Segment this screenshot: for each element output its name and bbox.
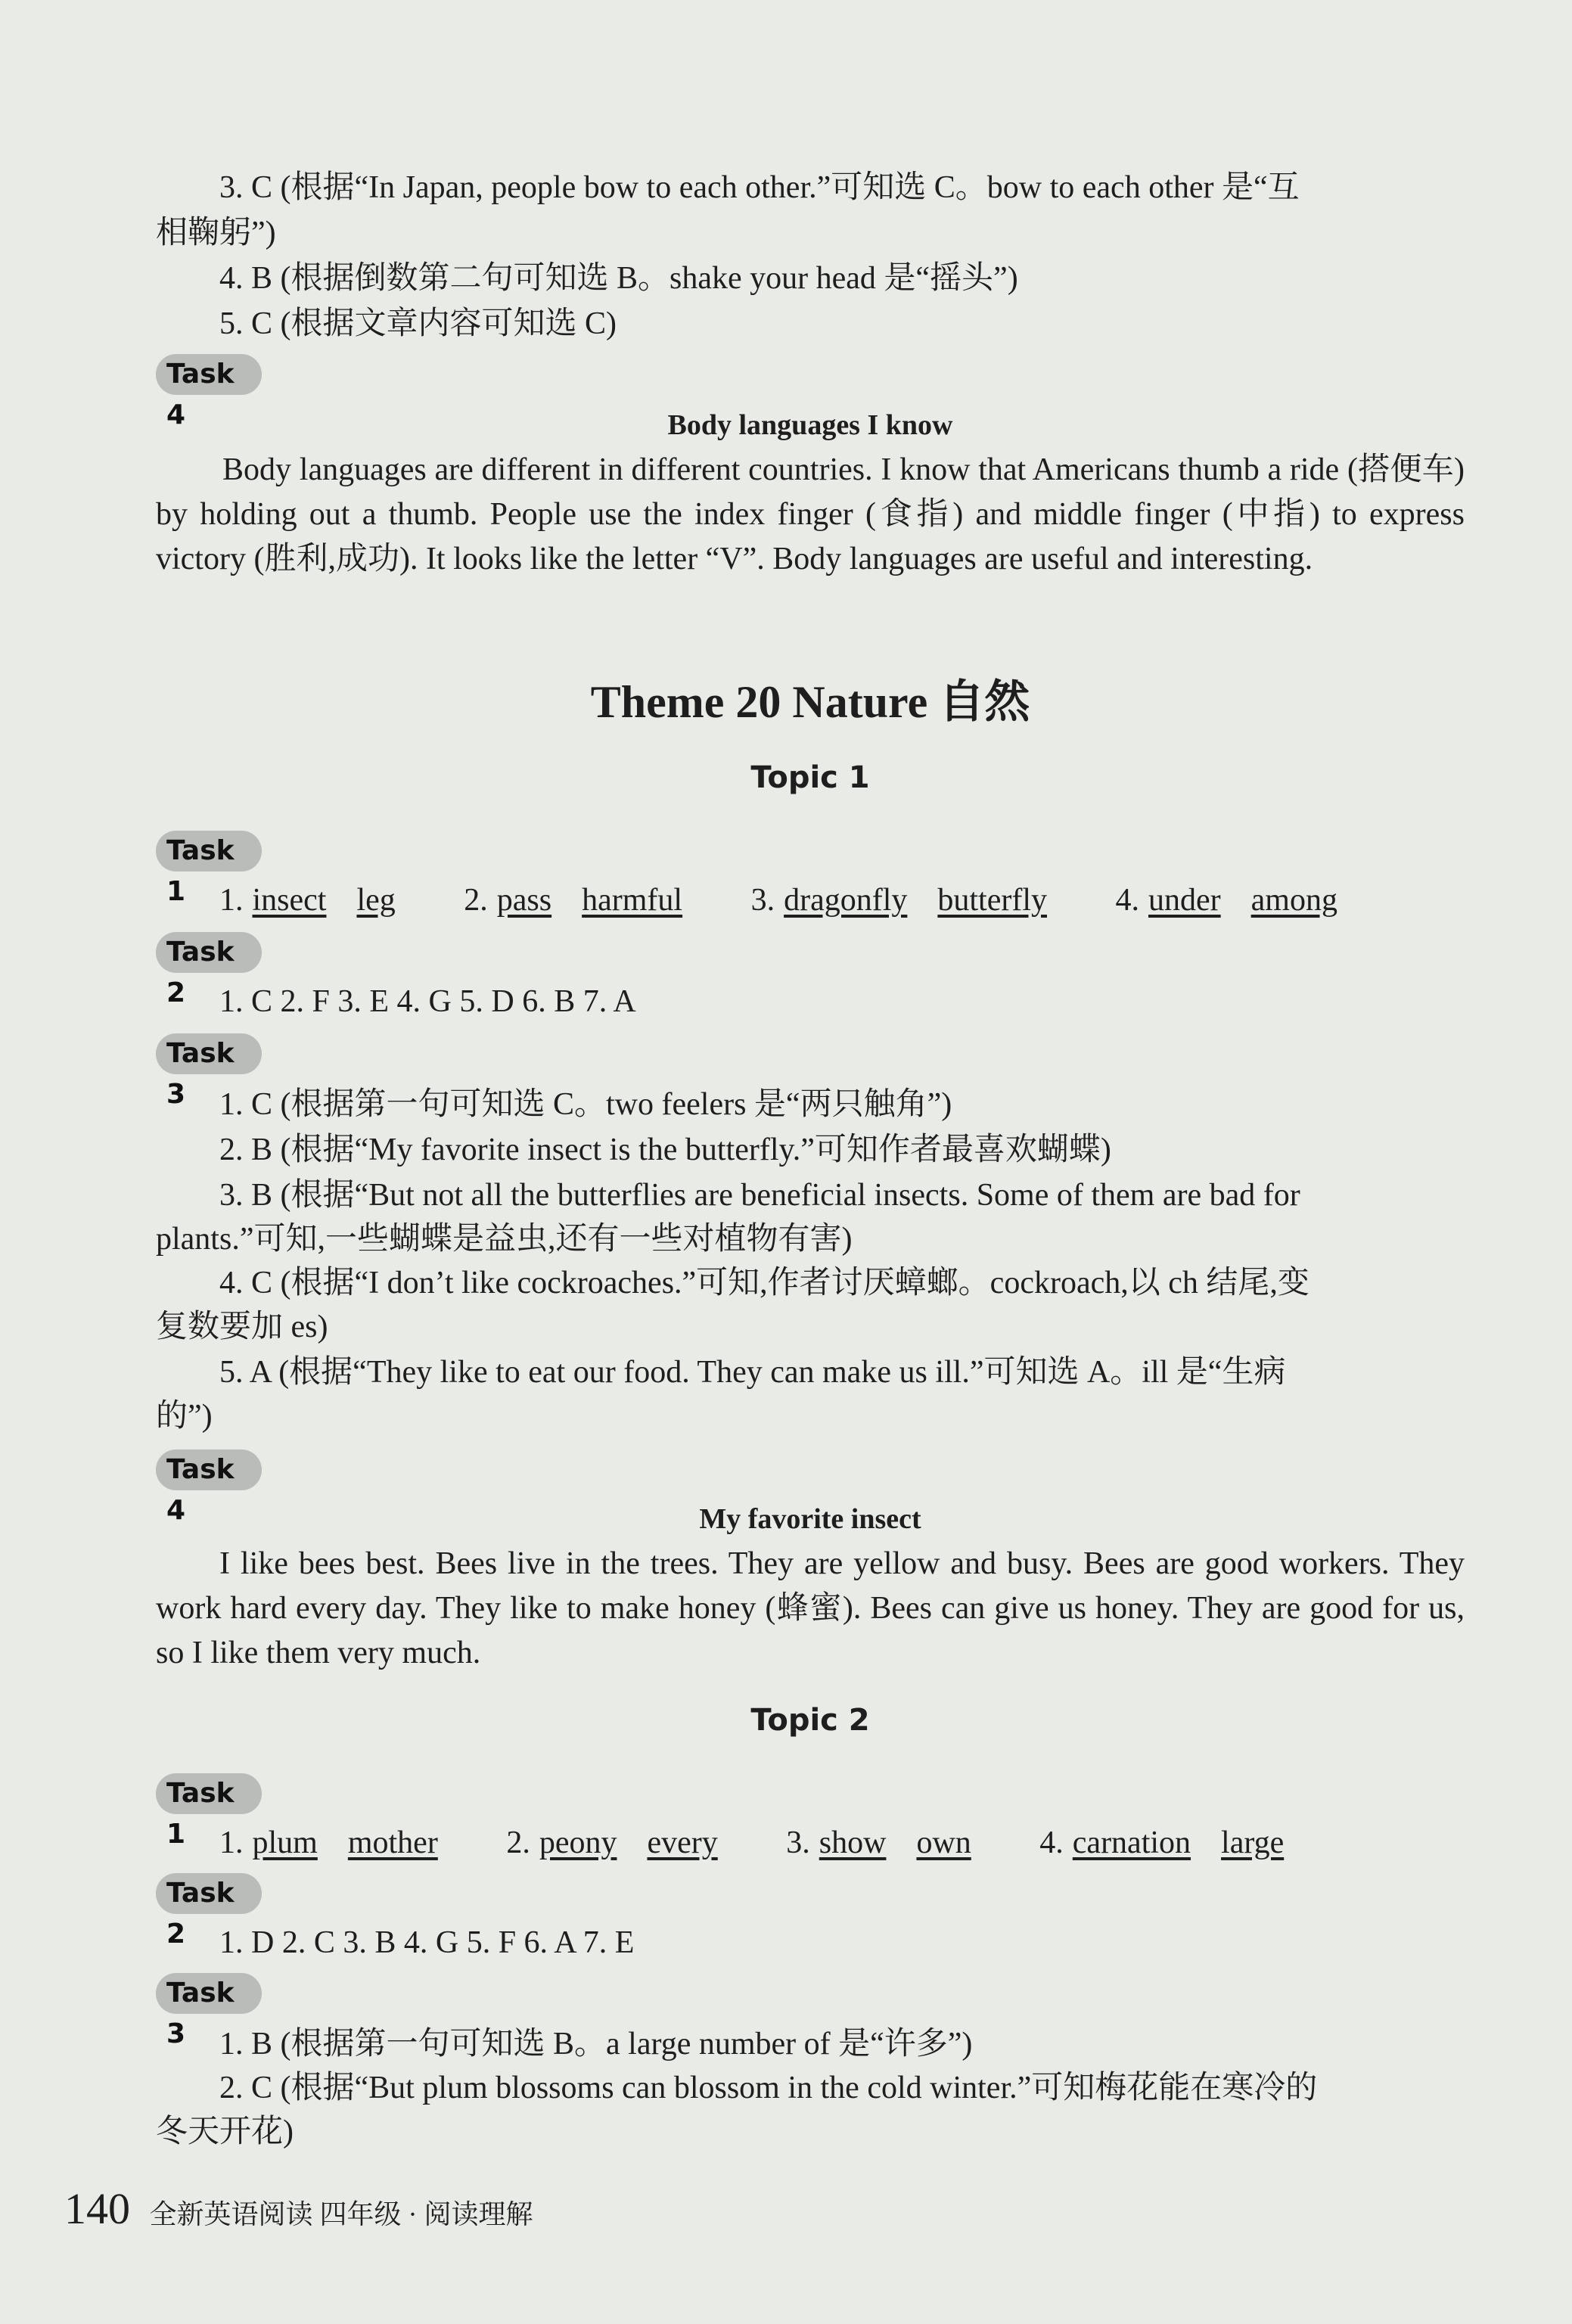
task-label: Task 4 (156, 354, 262, 395)
answer-number: 4. (1115, 883, 1139, 918)
answer-line: 冬天开花) (156, 2114, 294, 2149)
answer-number: 1. (219, 1825, 244, 1860)
choice-answers: 1. D 2. C 3. B 4. G 5. F 6. A 7. E (219, 1925, 635, 1960)
answer-word: show (819, 1825, 887, 1860)
answer-line: 4. C (根据“I don’t like cockroaches.”可知,作者讨厌蟑螂。cockroach,以 ch 结尾,变 (219, 1266, 1309, 1300)
answer-line: 3. C (根据“In Japan, people bow to each other.”可知选 C。bow to each other 是“互 (219, 170, 1300, 205)
answer-group (506, 1820, 747, 1866)
task-label: Task 4 (156, 1449, 262, 1490)
topic-title: Topic 1 (750, 760, 870, 795)
task-label: Task 2 (156, 932, 262, 973)
choice-answers: 1. C 2. F 3. E 4. G 5. D 6. B 7. A (219, 984, 636, 1019)
answer-line: plants.”可知,一些蝴蝶是益虫,还有一些对植物有害) (156, 1222, 853, 1257)
answer-number: 2. (506, 1825, 530, 1860)
answer-word: butterfly (937, 883, 1047, 918)
answer-group (751, 878, 1077, 923)
answer-word: pass (496, 883, 552, 918)
answer-line: 1. B (根据第一句可知选 B。a large number of 是“许多”) (219, 2027, 973, 2061)
task-label: Task 3 (156, 1973, 262, 2014)
essay-body: Body languages are different in different countries. I know that Americans thumb a ride (搭便车) by holding out a thumb. People use the index finger (食指) and middle finger (中指) to express victory (胜利,成功). It looks like the letter “V”. Body languages are useful and interesting. (156, 452, 1465, 576)
fill-answers (219, 878, 1468, 923)
answer-line: 复数要加 es) (156, 1310, 328, 1344)
topic-title: Topic 2 (750, 1703, 870, 1738)
answer-line: 相鞠躬”) (156, 216, 276, 250)
answer-number: 3. (750, 883, 775, 918)
task-label: Task 3 (156, 1033, 262, 1074)
answer-group (1039, 1820, 1314, 1866)
book-title: 全新英语阅读 四年级 · 阅读理解 (149, 2199, 533, 2229)
answer-group (786, 1820, 1002, 1866)
answer-line: 的”) (156, 1399, 213, 1434)
answer-line: 2. C (根据“But plum blossoms can blossom in the cold winter.”可知梅花能在寒冷的 (219, 2071, 1318, 2105)
answer-group (1116, 878, 1368, 923)
answer-number: 3. (786, 1825, 810, 1860)
answer-word: large (1221, 1825, 1285, 1860)
answer-line: 1. C (根据第一句可知选 C。two feelers 是“两只触角”) (219, 1087, 952, 1122)
page-number: 140 (64, 2184, 130, 2233)
task-label: Task 2 (156, 1873, 262, 1914)
task-label: Task 1 (156, 831, 262, 872)
answer-word: leg (356, 883, 396, 918)
answer-word: harmful (582, 883, 683, 918)
answer-word: under (1148, 883, 1221, 918)
essay-title: My favorite insect (699, 1503, 921, 1535)
theme-title: Theme 20 Nature 自然 (590, 677, 1030, 727)
essay-body: I like bees best. Bees live in the trees. They are yellow and busy. Bees are good workers. They work hard every day. They like to make honey (蜂蜜). Bees can give us honey. They are good for us, so I like them very much. (156, 1546, 1465, 1670)
essay-title: Body languages I know (667, 409, 953, 441)
answer-line: 5. C (根据文章内容可知选 C) (219, 306, 617, 341)
answer-number: 1. (219, 883, 244, 918)
answer-word: peony (539, 1825, 617, 1860)
answer-line: 4. B (根据倒数第二句可知选 B。shake your head 是“摇头”) (219, 261, 1018, 296)
answer-word: insect (252, 883, 327, 918)
answer-line: 3. B (根据“But not all the butterflies are beneficial insects. Some of them are bad for (219, 1178, 1300, 1213)
answer-word: mother (347, 1825, 438, 1860)
page-footer (64, 2179, 533, 2239)
answer-word: among (1250, 883, 1337, 918)
answer-word: own (916, 1825, 971, 1860)
answer-number: 4. (1039, 1825, 1064, 1860)
task-label: Task 1 (156, 1773, 262, 1814)
answer-number: 2. (464, 883, 488, 918)
answer-group (219, 1820, 468, 1866)
answer-word: every (647, 1825, 718, 1860)
answer-word: plum (252, 1825, 318, 1860)
answer-line: 5. A (根据“They like to eat our food. They can make us ill.”可知选 A。ill 是“生病 (219, 1355, 1286, 1390)
answer-group (464, 878, 713, 923)
answer-word: carnation (1072, 1825, 1191, 1860)
answer-line: 2. B (根据“My favorite insect is the butterfly.”可知作者最喜欢蝴蝶) (219, 1132, 1111, 1167)
answer-word: dragonfly (784, 883, 908, 918)
fill-answers (219, 1820, 1468, 1866)
answer-group (219, 878, 426, 923)
